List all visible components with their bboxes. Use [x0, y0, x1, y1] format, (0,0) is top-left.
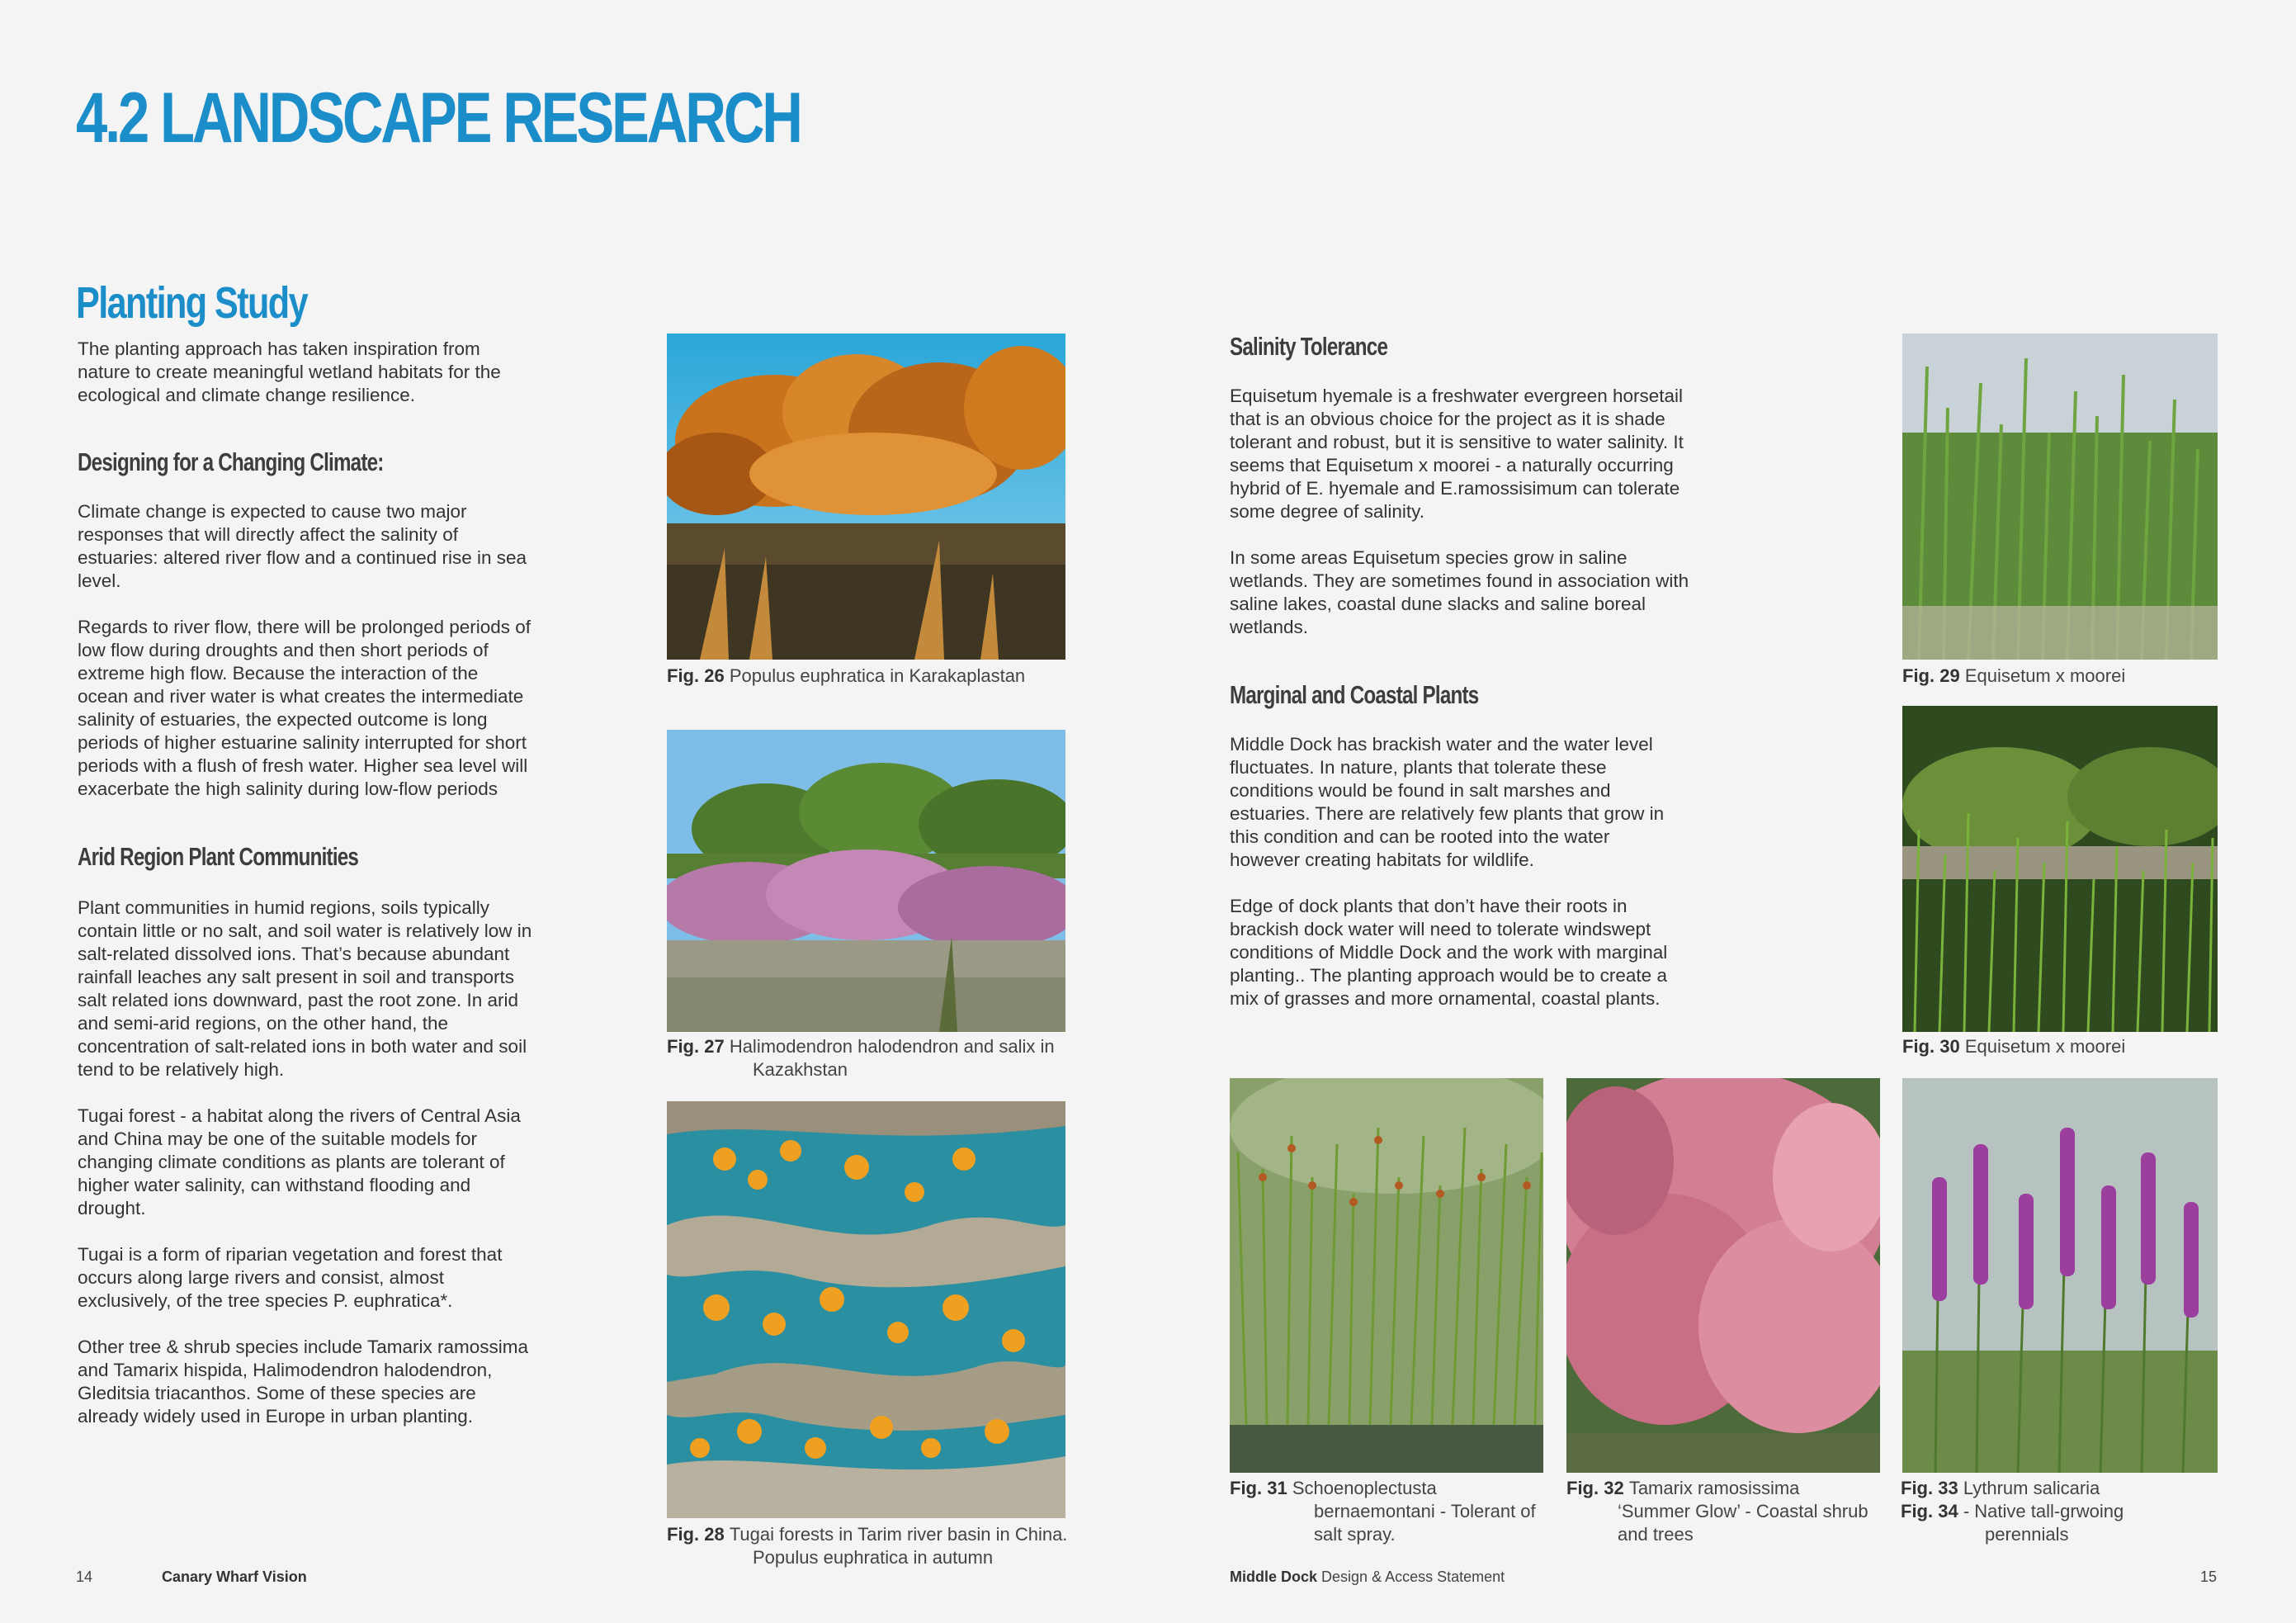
- photo-tamarix: [1566, 1078, 1880, 1473]
- caption-text: Populus euphratica in Karakaplastan: [729, 665, 1026, 686]
- photo-equisetum-2: [1902, 706, 2218, 1032]
- caption-text: perennials: [1985, 1524, 2069, 1545]
- marginal-paragraph-2: Edge of dock plants that don’t have their roots in brackish dock water will need to tolerate windswept conditions of Middle Dock and the work with marginal planting.. The planting approach would be to create a mix of grasses and more ornamental, coastal plants.: [1230, 896, 1668, 1009]
- caption-fig-27: [667, 1035, 1055, 1081]
- footer-left-title-text: Canary Wharf Vision: [162, 1569, 307, 1585]
- climate-paragraph-2: Regards to river flow, there will be prolonged periods of low flow during droughts and then short periods of extreme high flow. Because the interaction of the ocean and river water is what creates the intermediate salinity of estuaries, the expected outcome is long periods of higher estuarine salinity interrupted for short periods with a flush of fresh water. Higher sea level will exacerbate the high salinity during low-flow periods: [78, 617, 531, 799]
- salinity-paragraph-2: In some areas Equisetum species grow in saline wetlands. They are sometimes found in association with saline lakes, coastal dune slacks and saline boreal wetlands.: [1230, 547, 1689, 637]
- fig-number: Fig. 31: [1230, 1478, 1287, 1498]
- heading-marginal-coastal: Marginal and Coastal Plants: [1230, 680, 1479, 709]
- arid-paragraph-2: Tugai forest - a habitat along the rivers of Central Asia and China may be one of the suitable models for changing climate conditions as plants are tolerant of higher water salinity, can withstand flooding and drought.: [78, 1105, 521, 1218]
- photo-populus-euphratica: [667, 334, 1065, 660]
- caption-text: ‘Summer Glow’ - Coastal shrub: [1618, 1501, 1868, 1521]
- caption-text: Lythrum salicaria: [1963, 1478, 2100, 1498]
- photo-equisetum-1: [1902, 334, 2218, 660]
- caption-fig-30: [1902, 1035, 2125, 1058]
- arid-paragraph-3: Tugai is a form of riparian vegetation and forest that occurs along large rivers and consist, almost exclusively, of the tree species P. euphratica*.: [78, 1244, 503, 1311]
- footer-right-title: [1230, 1568, 1505, 1586]
- arid-paragraph-1: Plant communities in humid regions, soils typically contain little or no salt, and soil water is relatively low in salt-related dissolved ions. That’s because abundant rainfall leaches any salt present in soil and transports salt related ions downward, past the root zone. In arid and semi-arid regions, on the other hand, the concentration of salt-related ions in both water and soil tend to be relatively high.: [78, 897, 532, 1080]
- intro-paragraph: The planting approach has taken inspiration from nature to create meaningful wetland habitats for the ecological and climate change resilience.: [78, 338, 501, 405]
- caption-text: Tamarix ramosissima: [1628, 1478, 1800, 1498]
- photo-schoenoplectus: [1230, 1078, 1543, 1473]
- footer-right-bold: Middle Dock: [1230, 1569, 1318, 1585]
- footer-left-title: [162, 1568, 307, 1586]
- fig-number: Fig. 34: [1901, 1501, 1958, 1521]
- caption-text: and trees: [1618, 1524, 1694, 1545]
- heading-salinity-tolerance: Salinity Tolerance: [1230, 332, 1388, 361]
- page-title: 4.2 LANDSCAPE RESEARCH: [76, 78, 801, 158]
- climate-paragraph-1: Climate change is expected to cause two major responses that will directly affect the salinity of estuaries: altered river flow and a continued rise in sea level.: [78, 501, 527, 591]
- heading-changing-climate: Designing for a Changing Climate:: [78, 447, 384, 476]
- marginal-paragraph-1: Middle Dock has brackish water and the water level fluctuates. In nature, plants that tolerate these conditions would be found in salt marshes and estuaries. There are relatively few plants that grow in this condition and can be rooted into the water however creating habitats for wildlife.: [1230, 734, 1665, 870]
- caption-text: salt spray.: [1314, 1524, 1396, 1545]
- footer-right-rest: Design & Access Statement: [1321, 1569, 1505, 1585]
- arid-paragraph-4: Other tree & shrub species include Tamarix ramossima and Tamarix hispida, Halimodendron halodendron, Gleditsia triacanthos. Some of these species are already widely used in Europe in urban planting.: [78, 1337, 529, 1427]
- fig-number: Fig. 28: [667, 1524, 725, 1545]
- caption-fig-33-34: [1901, 1477, 2124, 1546]
- photo-halimodendron: [667, 730, 1065, 1032]
- footer-right-page-number: 15: [2200, 1569, 2218, 1585]
- photo-tugai-forest: [667, 1101, 1065, 1518]
- caption-fig-28: [667, 1523, 1067, 1569]
- caption-text: Kazakhstan: [753, 1059, 848, 1080]
- photo-lythrum: [1902, 1078, 2218, 1473]
- caption-text: Tugai forests in Tarim river basin in China.: [729, 1524, 1068, 1545]
- caption-text: Schoenoplectusta: [1292, 1478, 1437, 1498]
- fig-number: Fig. 33: [1901, 1478, 1958, 1498]
- caption-text: Populus euphratica in autumn: [753, 1547, 994, 1568]
- caption-fig-26: [667, 665, 1025, 688]
- fig-number: Fig. 32: [1566, 1478, 1624, 1498]
- caption-fig-32: [1566, 1477, 1868, 1546]
- section-title-planting-study: Planting Study: [76, 278, 307, 328]
- caption-text: bernaemontani - Tolerant of: [1314, 1501, 1536, 1521]
- heading-arid-region: Arid Region Plant Communities: [78, 842, 359, 871]
- caption-text: - Native tall-grwoing: [1963, 1501, 2124, 1521]
- caption-text: Equisetum x moorei: [1964, 665, 2126, 686]
- fig-number: Fig. 27: [667, 1036, 725, 1057]
- caption-fig-31: [1230, 1477, 1536, 1546]
- caption-text: Halimodendron halodendron and salix in: [729, 1036, 1055, 1057]
- fig-number: Fig. 26: [667, 665, 725, 686]
- footer-left-page-number: 14: [76, 1569, 93, 1585]
- fig-number: Fig. 29: [1902, 665, 1960, 686]
- caption-fig-29: [1902, 665, 2125, 688]
- caption-text: Equisetum x moorei: [1964, 1036, 2126, 1057]
- fig-number: Fig. 30: [1902, 1036, 1960, 1057]
- salinity-paragraph-1: Equisetum hyemale is a freshwater evergreen horsetail that is an obvious choice for the project as it is shade tolerant and robust, but it is sensitive to water salinity. It seems that Equisetum x moorei - a naturally occurring hybrid of E. hyemale and E.ramossisimum can tolerate some degree of salinity.: [1230, 386, 1684, 522]
